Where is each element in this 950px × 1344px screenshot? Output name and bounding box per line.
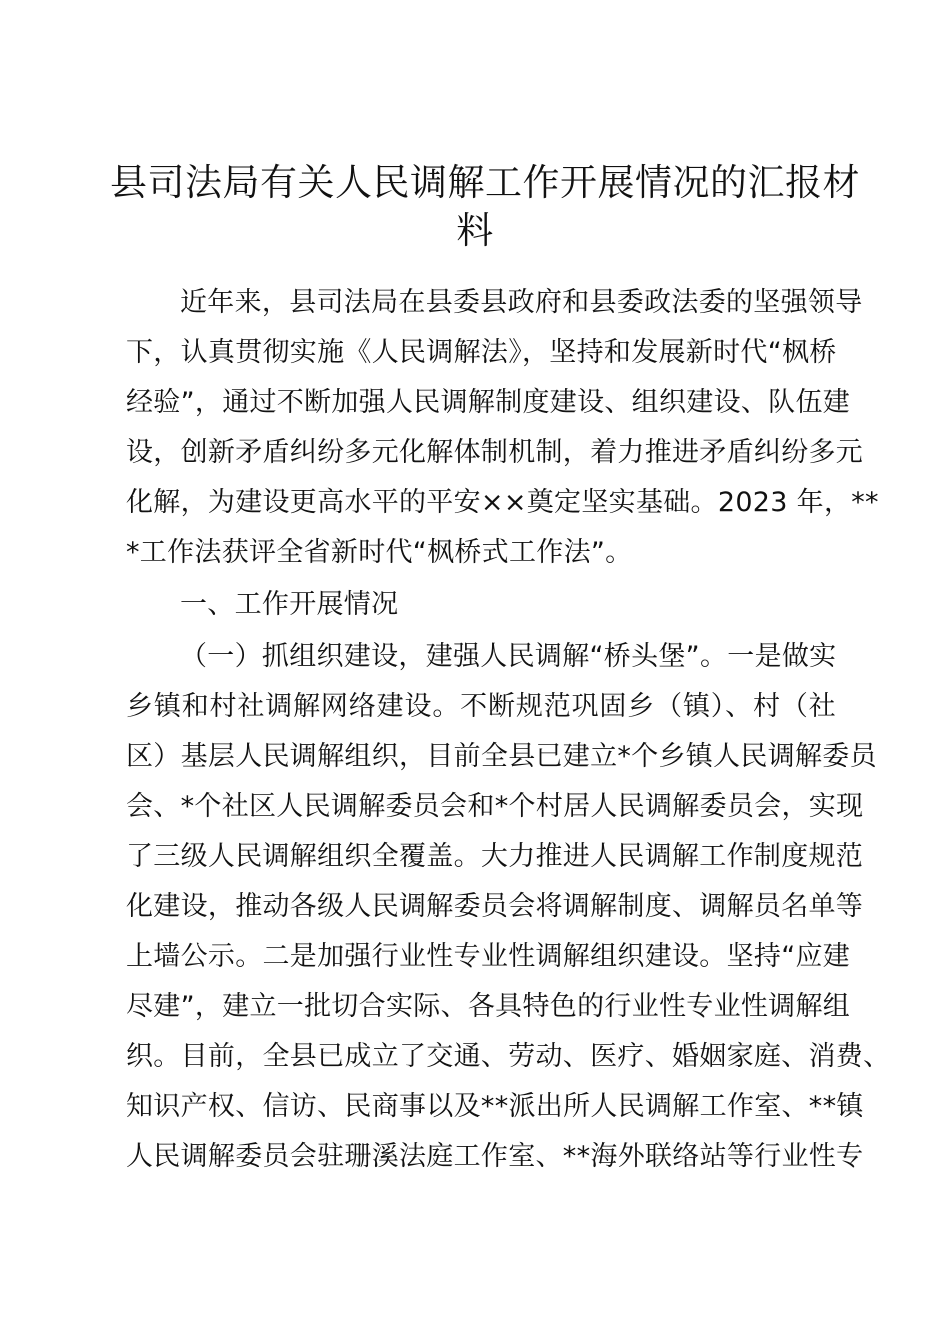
paragraph-line: *工作法获评全省新时代“枫桥式工作法”。 [126, 537, 633, 568]
paragraph-line: 下，认真贯彻实施《人民调解法》，坚持和发展新时代“枫桥 [126, 337, 837, 368]
paragraph-line: 知识产权、信访、民商事以及**派出所人民调解工作室、**镇 [126, 1091, 864, 1122]
document-title-line-1: 县司法局有关人民调解工作开展情况的汇报材 [110, 161, 860, 204]
paragraph-line: 了三级人民调解组织全覆盖。大力推进人民调解工作制度规范 [126, 841, 864, 872]
paragraph-line: 织。目前，全县已成立了交通、劳动、医疗、婚姻家庭、消费、 [126, 1041, 891, 1072]
section-heading: 一、工作开展情况 [180, 589, 399, 620]
paragraph-line: 区）基层人民调解组织，目前全县已建立*个乡镇人民调解委员 [126, 741, 877, 772]
paragraph-line: 化解，为建设更高水平的平安××奠定坚实基础。2023 年，** [126, 487, 879, 518]
paragraph-line: 上墙公示。二是加强行业性专业性调解组织建设。坚持“应建 [126, 941, 851, 972]
paragraph-line: 设，创新矛盾纠纷多元化解体制机制，着力推进矛盾纠纷多元 [126, 437, 864, 468]
paragraph-line: 化建设，推动各级人民调解委员会将调解制度、调解员名单等 [126, 891, 864, 922]
paragraph-line: 近年来，县司法局在县委县政府和县委政法委的坚强领导 [180, 287, 863, 318]
paragraph-line: 乡镇和村社调解网络建设。不断规范巩固乡（镇）、村（社 [126, 691, 836, 722]
paragraph-line: 经验”，通过不断加强人民调解制度建设、组织建设、队伍建 [126, 387, 851, 418]
document-title-line-2: 料 [456, 209, 494, 252]
paragraph-line: （一）抓组织建设，建强人民调解“桥头堡”。一是做实 [180, 641, 837, 672]
paragraph-line: 人民调解委员会驻珊溪法庭工作室、**海外联络站等行业性专 [126, 1141, 864, 1172]
paragraph-line: 会、*个社区人民调解委员会和*个村居人民调解委员会，实现 [126, 791, 864, 822]
paragraph-line: 尽建”，建立一批切合实际、各具特色的行业性专业性调解组 [126, 991, 851, 1022]
